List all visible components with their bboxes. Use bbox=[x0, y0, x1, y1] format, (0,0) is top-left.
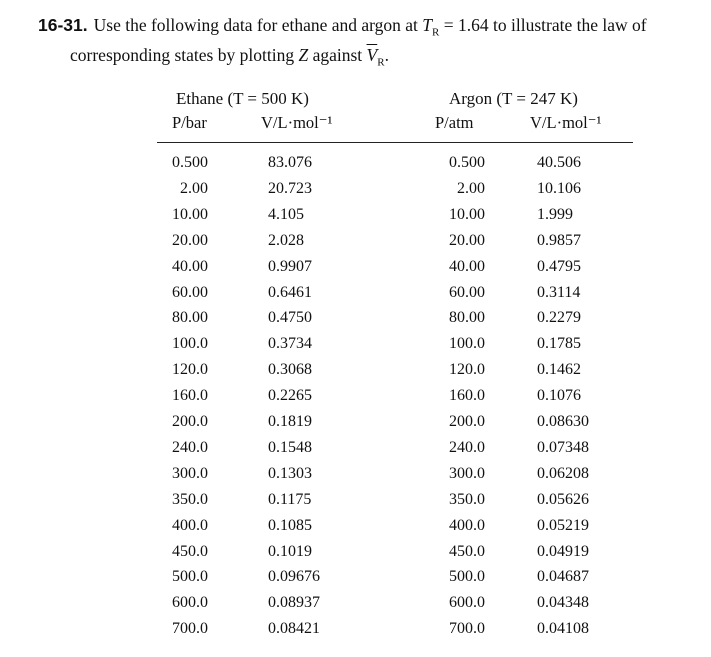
table-cell: 100.0 bbox=[449, 335, 485, 353]
table-cell: 0.500 bbox=[449, 154, 485, 171]
table-cell: 10.00 bbox=[449, 205, 485, 223]
table-cell: 350.0 bbox=[449, 490, 485, 508]
table-cell: 2.00 bbox=[457, 179, 485, 197]
table-cell: 40.00 bbox=[172, 257, 208, 275]
table-cell: 0.3734 bbox=[268, 335, 312, 353]
table-cell: 4.105 bbox=[268, 205, 304, 223]
vr-symbol: $\overline{V}$ bbox=[366, 44, 378, 65]
table-cell: 0.07348 bbox=[537, 438, 589, 456]
table-cell: 20.00 bbox=[449, 231, 485, 249]
table-cell: 20.00 bbox=[172, 231, 208, 249]
table-cell: 0.1303 bbox=[268, 464, 312, 482]
table-cell: 300.0 bbox=[172, 464, 208, 482]
table-cell: 500.0 bbox=[172, 568, 208, 586]
problem-text-2: = 1.64 to illustrate the law of bbox=[439, 15, 647, 35]
table-cell: 60.00 bbox=[172, 283, 208, 301]
table-cell: 10.00 bbox=[172, 205, 208, 223]
table-cell: 2.028 bbox=[268, 231, 304, 249]
table-cell: 2.00 bbox=[180, 179, 208, 197]
problem-text-1: Use the following data for ethane and argon at bbox=[93, 15, 423, 35]
table-cell: 0.05626 bbox=[537, 490, 589, 508]
table-cell: 60.00 bbox=[449, 283, 485, 301]
table-cell: 0.2265 bbox=[268, 387, 312, 405]
table-cell: 0.04687 bbox=[537, 568, 589, 586]
table-cell: 0.08421 bbox=[268, 620, 320, 638]
table-cell: 0.3068 bbox=[268, 361, 312, 379]
table-cell: 80.00 bbox=[172, 309, 208, 327]
table-cell: 0.500 bbox=[172, 154, 208, 171]
tr-subscript: R bbox=[432, 26, 440, 39]
table-cell: 120.0 bbox=[172, 361, 208, 379]
table-cell: 240.0 bbox=[449, 438, 485, 456]
problem-text-5: . bbox=[384, 44, 389, 65]
table-cell: 160.0 bbox=[172, 387, 208, 405]
table-cell: 10.106 bbox=[537, 179, 581, 197]
table-cell: 0.1085 bbox=[268, 516, 312, 534]
problem-text-4: against bbox=[308, 44, 367, 65]
table-cell: 400.0 bbox=[449, 516, 485, 534]
table-cell: 0.04108 bbox=[537, 620, 589, 638]
table-cell: 0.06208 bbox=[537, 464, 589, 482]
table-cell: 600.0 bbox=[449, 594, 485, 612]
col-header-ethane-v: V/L·mol⁻¹ bbox=[261, 113, 333, 132]
table-cell: 40.00 bbox=[449, 257, 485, 275]
table-rule bbox=[157, 142, 633, 143]
table-cell: 400.0 bbox=[172, 516, 208, 534]
table-cell: 40.506 bbox=[537, 154, 581, 171]
table-cell: 200.0 bbox=[172, 413, 208, 430]
vr-subscript: R bbox=[377, 56, 385, 68]
table-cell: 0.1462 bbox=[537, 361, 581, 379]
table-cell: 700.0 bbox=[449, 620, 485, 638]
table-cell: 700.0 bbox=[172, 620, 208, 638]
table-cell: 20.723 bbox=[268, 179, 312, 197]
table-cell: 0.4750 bbox=[268, 309, 312, 327]
table-cell: 200.0 bbox=[449, 413, 485, 430]
col-header-argon-v: V/L·mol⁻¹ bbox=[530, 113, 602, 132]
table-cell: 600.0 bbox=[172, 594, 208, 612]
table-cell: 450.0 bbox=[449, 542, 485, 560]
table-cell: 0.1019 bbox=[268, 542, 312, 560]
table-cell: 160.0 bbox=[449, 387, 485, 405]
table-cell: 100.0 bbox=[172, 335, 208, 353]
table-cell: 0.9857 bbox=[537, 231, 581, 249]
table-cell: 83.076 bbox=[268, 154, 312, 171]
table-cell: 450.0 bbox=[172, 542, 208, 560]
table-cell: 350.0 bbox=[172, 490, 208, 508]
table-cell: 0.04919 bbox=[537, 542, 589, 560]
table-cell: 0.2279 bbox=[537, 309, 581, 327]
table-cell: 1.999 bbox=[537, 205, 573, 223]
table-cell: 0.1076 bbox=[537, 387, 581, 405]
table-cell: 500.0 bbox=[449, 568, 485, 586]
table-cell: 0.1175 bbox=[268, 490, 312, 508]
table-cell: 120.0 bbox=[449, 361, 485, 379]
table-cell: 80.00 bbox=[449, 309, 485, 327]
table-cell: 240.0 bbox=[172, 438, 208, 456]
table-cell: 0.4795 bbox=[537, 257, 581, 275]
col-header-argon-p: P/atm bbox=[435, 113, 474, 132]
z-symbol: Z bbox=[298, 44, 309, 65]
table-cell: 0.08937 bbox=[268, 594, 320, 612]
table-cell: 0.09676 bbox=[268, 568, 320, 586]
table-cell: 0.9907 bbox=[268, 257, 312, 275]
problem-text-3: corresponding states by plotting bbox=[70, 44, 299, 65]
table-cell: 0.1785 bbox=[537, 335, 581, 353]
table-cell: 0.1548 bbox=[268, 438, 312, 456]
table-cell: 0.05219 bbox=[537, 516, 589, 534]
table-cell: 300.0 bbox=[449, 464, 485, 482]
table-cell: 0.3114 bbox=[537, 283, 581, 301]
col-header-ethane-p: P/bar bbox=[172, 113, 207, 132]
table-cell: 0.08630 bbox=[537, 413, 589, 430]
problem-number: 16-31. bbox=[38, 15, 88, 35]
table-cell: 0.6461 bbox=[268, 283, 312, 301]
argon-header: Argon (T = 247 K) bbox=[449, 89, 578, 108]
tr-symbol: T bbox=[422, 15, 433, 35]
table-cell: 0.04348 bbox=[537, 594, 589, 612]
table-cell: 0.1819 bbox=[268, 413, 312, 430]
ethane-header: Ethane (T = 500 K) bbox=[176, 89, 309, 108]
